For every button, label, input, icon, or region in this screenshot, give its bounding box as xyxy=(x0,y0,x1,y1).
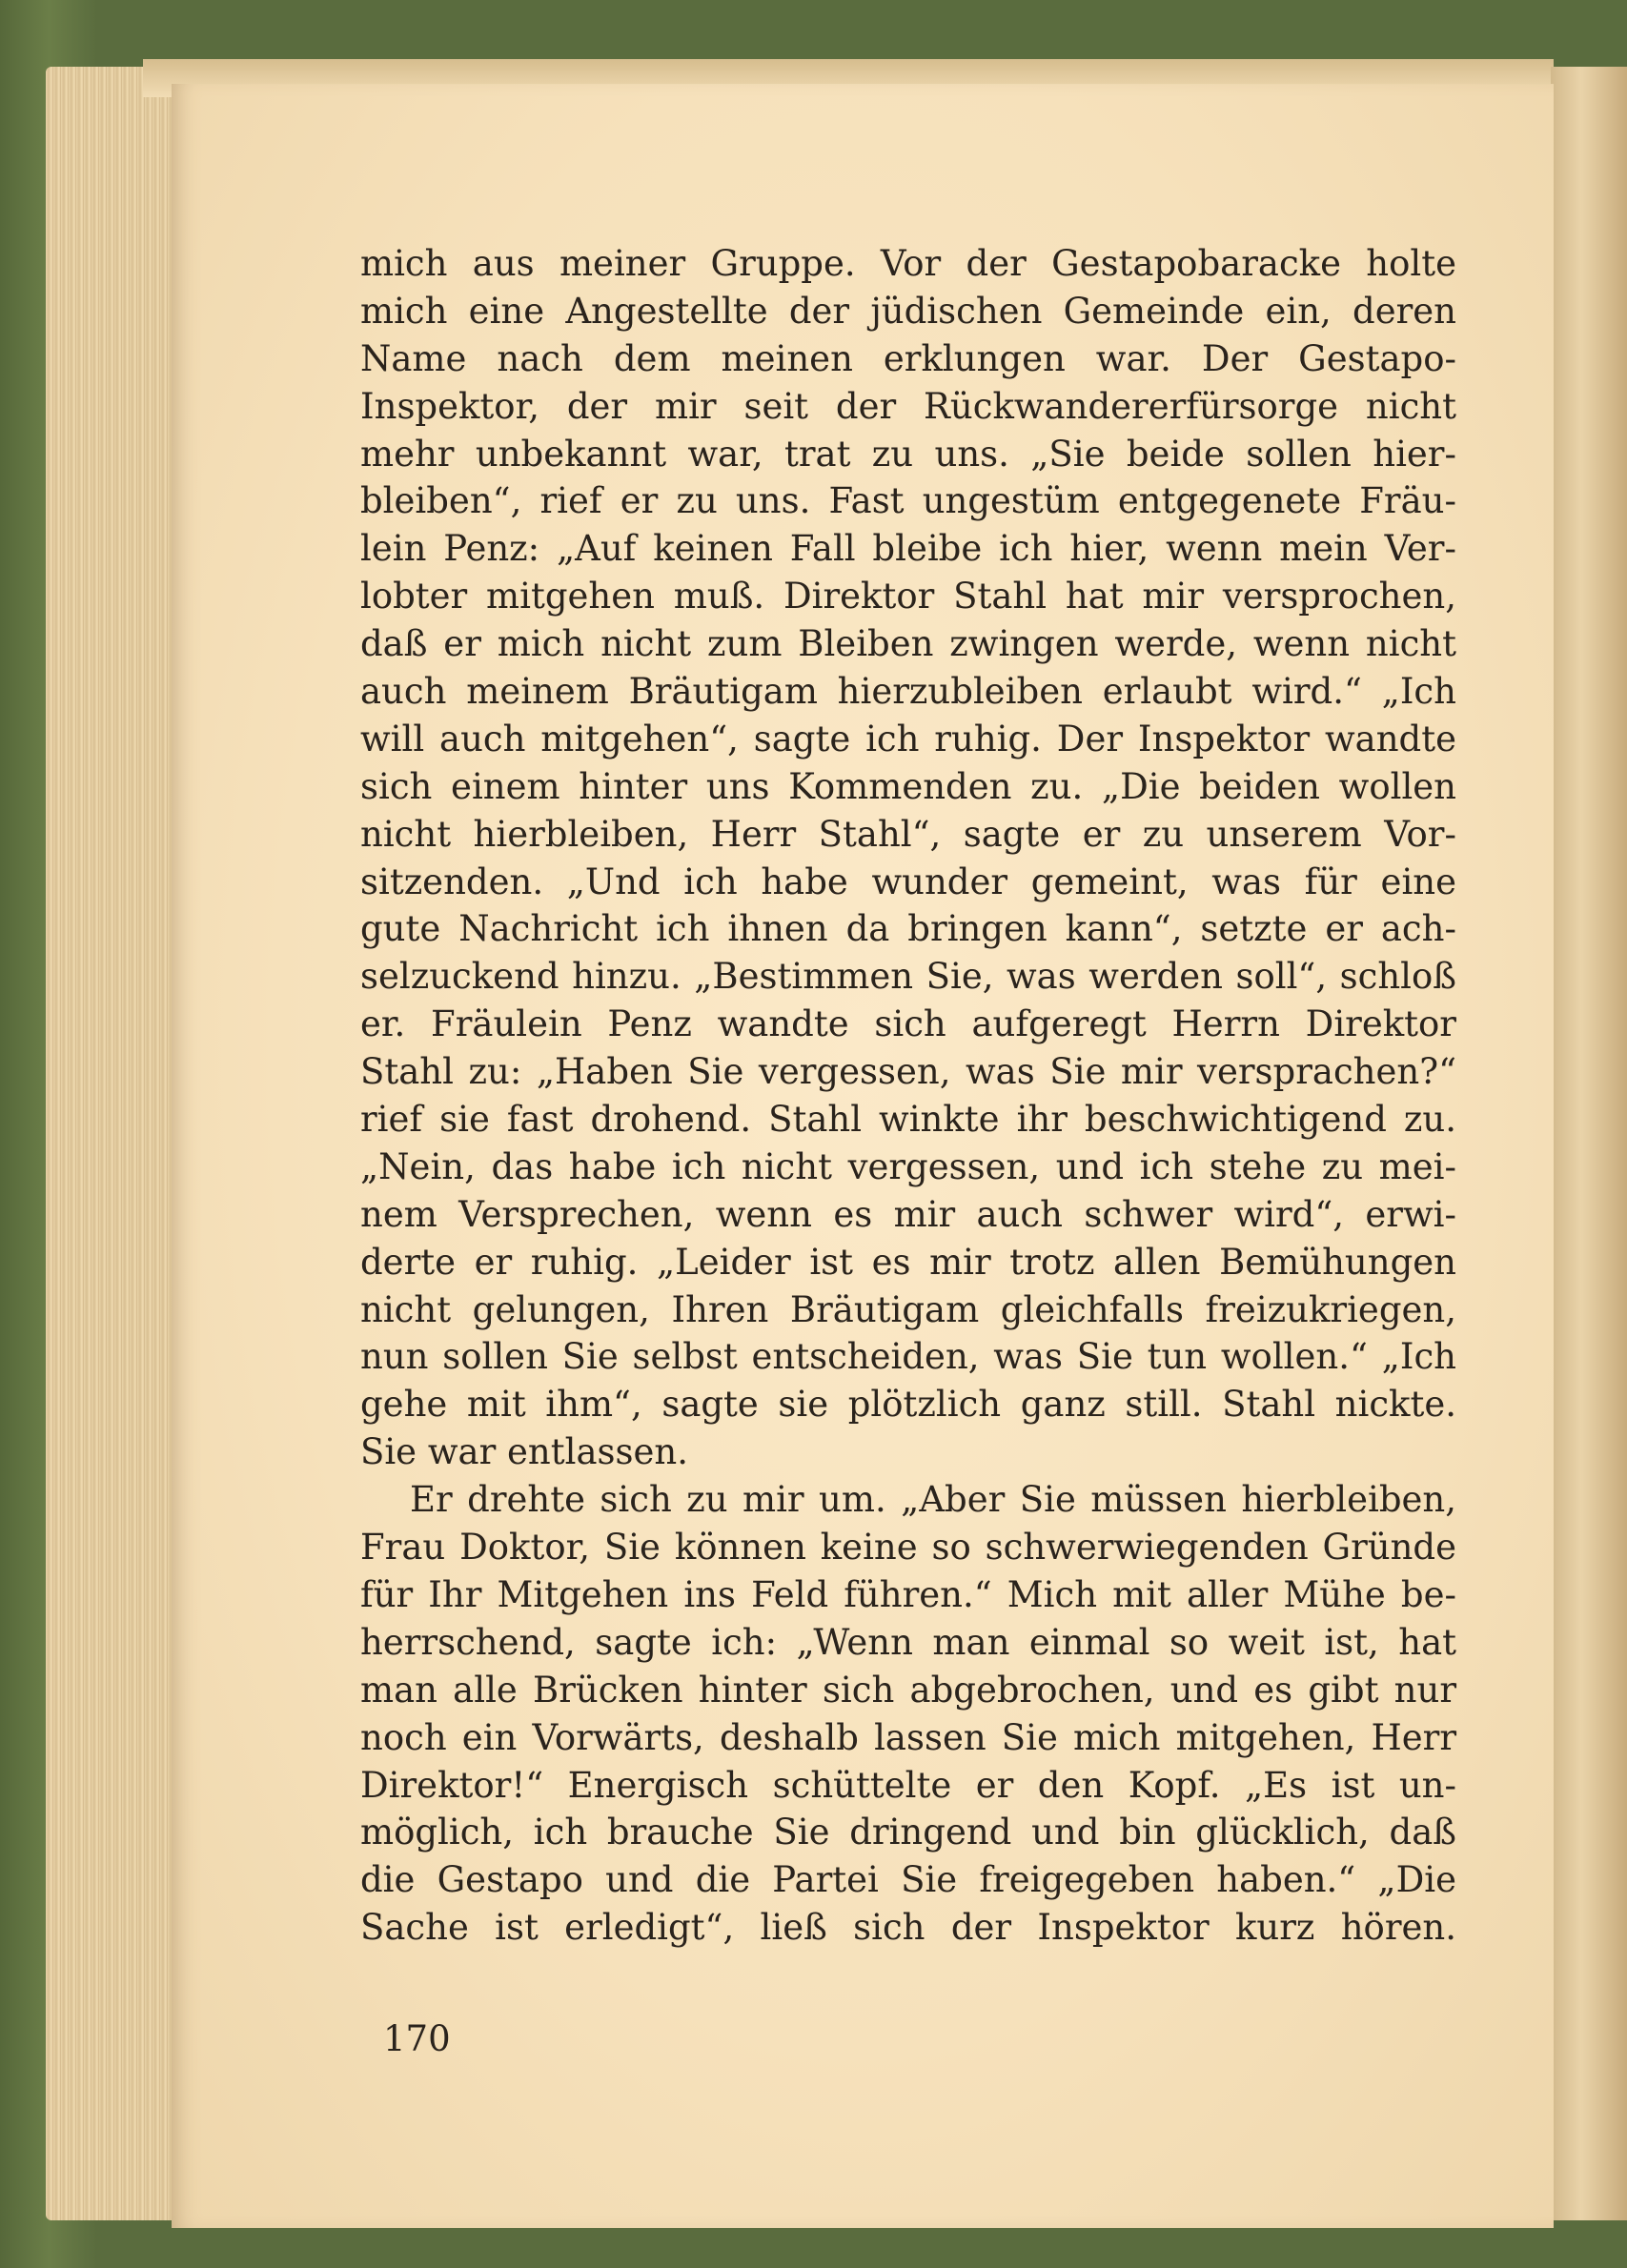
text-line: auch meinem Bräutigam hierzubleiben erlaubt wird.“ „Ich xyxy=(360,671,1456,713)
text-line: bleiben“, rief er zu uns. Fast ungestüm entgegenete Fräu- xyxy=(360,480,1456,522)
text-line: für Ihr Mitgehen ins Feld führen.“ Mich mit aller Mühe be- xyxy=(360,1573,1456,1615)
text-line: Inspektor, der mir seit der Rückwandererfürsorge nicht xyxy=(360,385,1456,427)
text-line: sich einem hinter uns Kommenden zu. „Die beiden wollen xyxy=(360,765,1456,807)
text-line: „Nein, das habe ich nicht vergessen, und ich stehe zu mei- xyxy=(360,1145,1456,1187)
page-number: 170 xyxy=(383,2018,451,2059)
text-line: Sache ist erledigt“, ließ sich der Inspektor kurz hören. xyxy=(360,1907,1456,1949)
text-line: derte er ruhig. „Leider ist es mir trotz allen Bemühungen xyxy=(360,1241,1456,1283)
text-line: man alle Brücken hinter sich abgebrochen, und es gibt nur xyxy=(360,1669,1456,1711)
text-line: selzuckend hinzu. „Bestimmen Sie, was werden soll“, schloß xyxy=(360,956,1456,998)
text-line: nicht gelungen, Ihren Bräutigam gleichfalls freizukriegen, xyxy=(360,1288,1456,1330)
text-line: die Gestapo und die Partei Sie freigegeben haben.“ „Die xyxy=(360,1859,1456,1901)
text-line: nun sollen Sie selbst entscheiden, was Sie tun wollen.“ „Ich xyxy=(360,1336,1456,1378)
text-line: mehr unbekannt war, trat zu uns. „Sie beide sollen hier- xyxy=(360,433,1456,475)
page-edges-right xyxy=(1551,67,1627,2220)
text-line: sitzenden. „Und ich habe wunder gemeint, was für eine xyxy=(360,861,1456,902)
text-line: nicht hierbleiben, Herr Stahl“, sagte er zu unserem Vor- xyxy=(360,813,1456,855)
text-line: Direktor!“ Energisch schüttelte er den Kopf. „Es ist un- xyxy=(360,1764,1456,1806)
text-line: noch ein Vorwärts, deshalb lassen Sie mich mitgehen, Herr xyxy=(360,1716,1456,1758)
text-line: gute Nachricht ich ihnen da bringen kann“, setzte er ach- xyxy=(360,908,1456,950)
text-line: mich eine Angestellte der jüdischen Gemeinde ein, deren xyxy=(360,290,1456,332)
text-line: mich aus meiner Gruppe. Vor der Gestapobaracke holte xyxy=(360,243,1456,284)
text-line: Name nach dem meinen erklungen war. Der Gestapo- xyxy=(360,337,1456,379)
page-text xyxy=(360,240,1456,1952)
text-line: möglich, ich brauche Sie dringend und bin glücklich, daß xyxy=(360,1812,1456,1853)
text-line: lobter mitgehen muß. Direktor Stahl hat mir versprochen, xyxy=(360,576,1456,618)
text-line: Stahl zu: „Haben Sie vergessen, was Sie mir versprachen?“ xyxy=(360,1051,1456,1093)
text-line: er. Fräulein Penz wandte sich aufgeregt Herrn Direktor xyxy=(360,1003,1456,1045)
text-line: daß er mich nicht zum Bleiben zwingen werde, wenn nicht xyxy=(360,623,1456,665)
text-line: rief sie fast drohend. Stahl winkte ihr beschwichtigend zu. xyxy=(360,1099,1456,1141)
text-line: lein Penz: „Auf keinen Fall bleibe ich hier, wenn mein Ver- xyxy=(360,528,1456,570)
text-line: Frau Doktor, Sie können keine so schwerwiegenden Gründe xyxy=(360,1527,1456,1569)
text-line: gehe mit ihm“, sagte sie plötzlich ganz still. Stahl nickte. xyxy=(360,1384,1456,1426)
text-line: Er drehte sich zu mir um. „Aber Sie müssen hierbleiben, xyxy=(410,1479,1456,1521)
page-edges-left xyxy=(46,67,179,2220)
text-line: Sie war entlassen. xyxy=(360,1431,688,1473)
text-line: herrschend, sagte ich: „Wenn man einmal so weit ist, hat xyxy=(360,1621,1456,1663)
text-line: nem Versprechen, wenn es mir auch schwer wird“, erwi- xyxy=(360,1193,1456,1235)
text-line: will auch mitgehen“, sagte ich ruhig. Der Inspektor wandte xyxy=(360,718,1456,759)
